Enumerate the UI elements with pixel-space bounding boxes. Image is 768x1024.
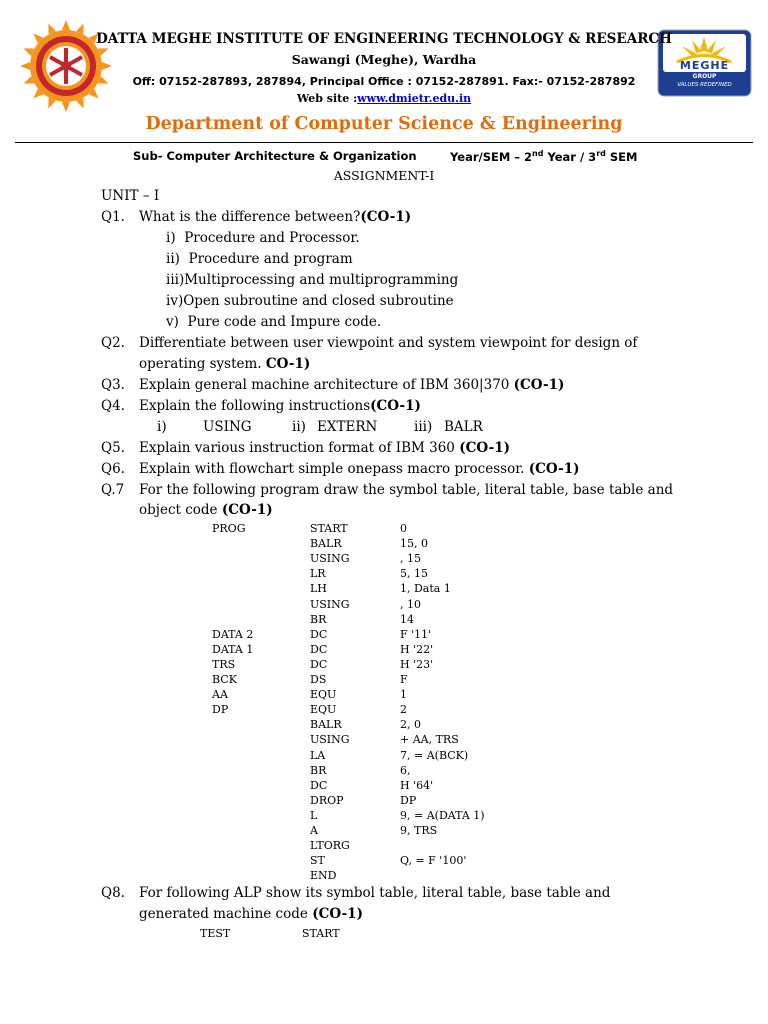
q4-item-text: EXTERN xyxy=(317,419,378,435)
q1-text: What is the difference between?(CO-1) xyxy=(139,209,412,225)
logo-subtext: GROUP xyxy=(692,73,717,80)
program-op: DS xyxy=(310,673,327,686)
program-op: LR xyxy=(310,567,326,581)
program-op: USING xyxy=(310,733,350,747)
program-arg: 7, = A(BCK) xyxy=(400,748,469,762)
q2-text-line2: operating system. CO-1) xyxy=(139,356,311,372)
program-arg: 2, 0 xyxy=(400,718,421,732)
q5-number: Q5. xyxy=(101,440,125,456)
program-arg: 14 xyxy=(400,612,414,626)
q8-text-line2: generated machine code (CO-1) xyxy=(139,906,363,922)
program-label: AA xyxy=(212,688,228,702)
program-label: DP xyxy=(212,703,229,717)
program-arg: F xyxy=(400,673,408,686)
program-op: ST xyxy=(310,854,325,868)
program-op: L xyxy=(310,808,318,822)
institute-name: DATTA MEGHE INSTITUTE OF ENGINEERING TECHNOLOGY & RESEARCH xyxy=(96,31,672,47)
program-arg: 1, Data 1 xyxy=(400,582,451,596)
q1-item: i) Procedure and Processor. xyxy=(166,230,360,246)
program-op: DROP xyxy=(310,793,344,807)
program-op: LH xyxy=(310,582,327,596)
program-arg: H '23' xyxy=(400,657,434,671)
program-arg: 9, = A(DATA 1) xyxy=(400,808,485,822)
program-op: BR xyxy=(310,763,327,777)
program-op: END xyxy=(310,869,337,883)
website-link[interactable]: www.dmietr.edu.in xyxy=(357,92,472,105)
institute-location: Sawangi (Meghe), Wardha xyxy=(291,52,477,67)
q7-text-line1: For the following program draw the symbol table, literal table, base table and xyxy=(139,482,674,498)
program-arg: H '64' xyxy=(400,778,434,792)
q7-number: Q.7 xyxy=(101,482,125,498)
program-arg: , 10 xyxy=(400,597,421,611)
website-line xyxy=(0,92,768,105)
program-op: LA xyxy=(310,748,326,762)
program-arg: Q, = F '100' xyxy=(400,854,467,868)
program-op: DC xyxy=(310,657,328,671)
q1-number: Q1. xyxy=(101,209,125,225)
program-arg: DP xyxy=(400,793,417,807)
program-arg: 2 xyxy=(400,703,407,717)
q3-text: Explain general machine architecture of IBM 360|370 (CO-1) xyxy=(139,377,565,393)
program-arg: + AA, TRS xyxy=(400,733,459,747)
program-arg: 5, 15 xyxy=(400,567,428,581)
program-op: A xyxy=(310,824,318,837)
q8-text-line1: For following ALP show its symbol table, literal table, base table and xyxy=(139,885,611,901)
program2-label: TEST xyxy=(200,927,231,940)
header-divider xyxy=(15,142,753,143)
program-op: BR xyxy=(310,612,327,626)
program-arg: 15, 0 xyxy=(400,537,428,551)
program-op: USING xyxy=(310,597,350,611)
program-arg: F '11' xyxy=(400,627,432,641)
q5-text: Explain various instruction format of IBM 360 (CO-1) xyxy=(139,440,510,456)
q7-text-line2: object code (CO-1) xyxy=(139,502,273,518)
q1-item: iv)Open subroutine and closed subroutine xyxy=(166,293,454,309)
program-op: LTORG xyxy=(310,839,350,853)
program-op: BALR xyxy=(310,718,342,732)
q4-item-text: USING xyxy=(203,419,252,435)
program-op: DC xyxy=(310,627,328,641)
q3-number: Q3. xyxy=(101,377,125,393)
assignment-title: ASSIGNMENT-I xyxy=(333,168,435,183)
q2-text-line1: Differentiate between user viewpoint and system viewpoint for design of xyxy=(139,335,638,351)
program-op: DC xyxy=(310,642,328,656)
program-arg: , 15 xyxy=(400,552,421,566)
q4-item-text: BALR xyxy=(444,419,483,435)
q4-item-num: ii) xyxy=(292,419,306,435)
program-op: START xyxy=(310,522,348,535)
program-label: TRS xyxy=(212,657,236,671)
program-label: DATA 2 xyxy=(212,627,254,641)
program-op: EQU xyxy=(310,688,337,702)
program-arg: 9, TRS xyxy=(400,824,438,837)
program-label: PROG xyxy=(212,522,246,535)
q4-text: Explain the following instructions(CO-1) xyxy=(139,398,421,414)
year-sem: Year/SEM – 2nd Year / 3rd SEM xyxy=(450,149,638,164)
department-title: Department of Computer Science & Engineering xyxy=(145,114,623,134)
program-arg: 1 xyxy=(400,688,407,702)
q2-number: Q2. xyxy=(101,335,125,351)
q6-text: Explain with flowchart simple onepass macro processor. (CO-1) xyxy=(139,461,580,477)
program-arg: 0 xyxy=(400,522,407,535)
q4-number: Q4. xyxy=(101,398,125,414)
program-op: USING xyxy=(310,552,350,566)
program-arg: H '22' xyxy=(400,642,434,656)
q1-item: v) Pure code and Impure code. xyxy=(166,314,382,330)
unit-heading: UNIT – I xyxy=(101,188,160,204)
q1-item: ii) Procedure and program xyxy=(166,251,353,267)
program-label: DATA 1 xyxy=(212,642,254,656)
logo-tagline: VALUES REDEFINED xyxy=(677,82,732,88)
logo-text: MEGHE xyxy=(679,59,730,72)
subject-line: Sub- Computer Architecture & Organization xyxy=(133,149,417,163)
program-op: EQU xyxy=(310,703,337,717)
q1-item: iii)Multiprocessing and multiprogramming xyxy=(166,272,459,288)
program-op: BALR xyxy=(310,537,342,551)
q4-item-num: i) xyxy=(157,419,167,435)
q6-number: Q6. xyxy=(101,461,125,477)
program-op: DC xyxy=(310,778,328,792)
program-arg: 6, xyxy=(400,763,411,777)
q8-number: Q8. xyxy=(101,885,125,901)
program-label: BCK xyxy=(212,673,237,686)
q4-item-num: iii) xyxy=(414,419,433,435)
program2-op: START xyxy=(302,927,340,940)
website-label: Web site : xyxy=(296,92,358,105)
contact-info: Off: 07152-287893, 287894, Principal Office : 07152-287891. Fax:- 07152-287892 xyxy=(132,75,636,88)
